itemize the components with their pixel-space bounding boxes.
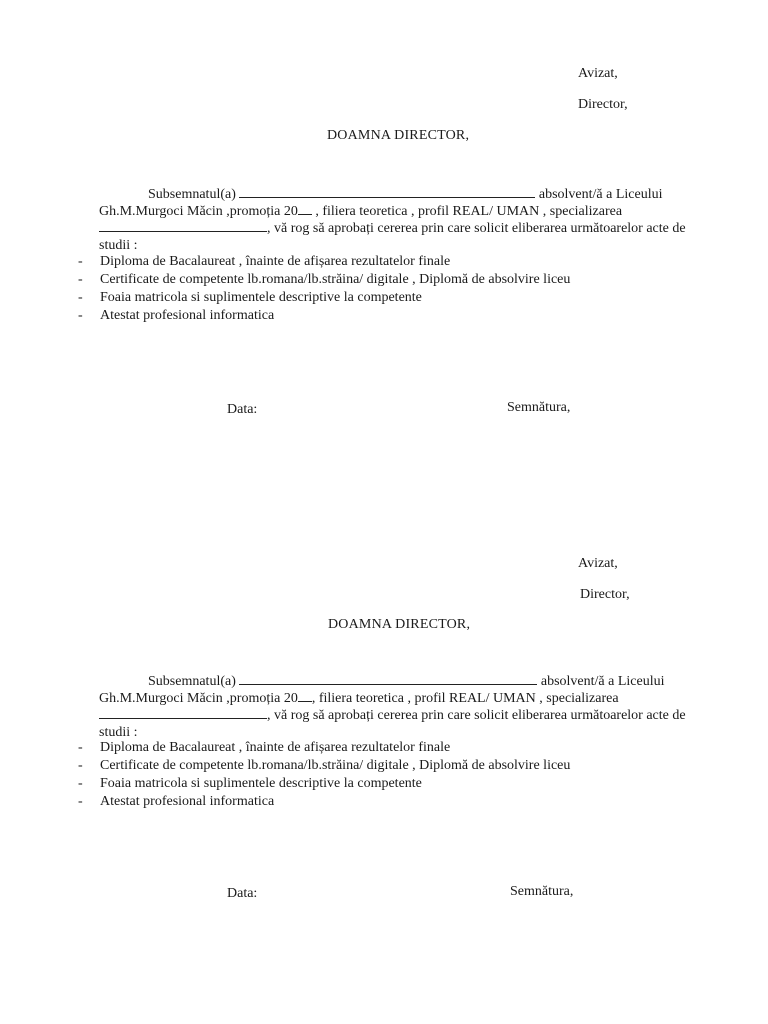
list-item: Certificate de competente lb.romana/lb.străina/ digitale , Diplomă de absolvire liceu <box>100 758 571 773</box>
body-line-3 <box>99 220 686 237</box>
list-bullet: - <box>78 776 83 791</box>
name-blank-field[interactable] <box>239 186 535 198</box>
avizat-label: Avizat, <box>578 556 618 571</box>
list-item: Diploma de Bacalaureat , înainte de afișarea rezultatelor finale <box>100 254 451 269</box>
list-item: Foaia matricola si suplimentele descriptive la competente <box>100 776 422 791</box>
list-bullet: - <box>78 254 83 269</box>
name-blank-field[interactable] <box>239 673 537 685</box>
list-item: Foaia matricola si suplimentele descriptive la competente <box>100 290 422 305</box>
studii-label: studii : <box>99 725 138 740</box>
date-label: Data: <box>227 402 258 417</box>
filiera-label: , filiera teoretica , profil REAL/ UMAN , specializarea <box>311 204 623 219</box>
request-form-2 <box>0 490 768 980</box>
list-bullet: - <box>78 308 83 323</box>
body-line-2 <box>99 203 622 220</box>
body-line-1 <box>148 673 665 690</box>
body-line-1 <box>148 186 663 203</box>
specialization-blank-field[interactable] <box>99 220 267 232</box>
specialization-blank-field[interactable] <box>99 707 267 719</box>
subsemnatul-label: Subsemnatul(a) <box>148 187 236 202</box>
signature-label: Semnătura, <box>507 400 571 415</box>
list-item: Diploma de Bacalaureat , înainte de afișarea rezultatelor finale <box>100 740 451 755</box>
absolvent-label: absolvent/ă a Liceului <box>540 674 665 689</box>
signature-label: Semnătura, <box>510 884 574 899</box>
studii-label: studii : <box>99 238 138 253</box>
avizat-label: Avizat, <box>578 66 618 81</box>
list-bullet: - <box>78 272 83 287</box>
list-item: Certificate de competente lb.romana/lb.străina/ digitale , Diplomă de absolvire liceu <box>100 272 571 287</box>
list-item: Atestat profesional informatica <box>100 308 275 323</box>
date-label: Data: <box>227 886 258 901</box>
absolvent-label: absolvent/ă a Liceului <box>538 187 663 202</box>
promotia-label: Gh.M.Murgoci Măcin ,promoția 20 <box>99 204 298 219</box>
director-label: Director, <box>580 587 630 602</box>
body-line-2 <box>99 690 619 707</box>
promotia-label: Gh.M.Murgoci Măcin ,promoția 20 <box>99 691 298 706</box>
year-blank-field[interactable] <box>298 205 312 215</box>
form-title: DOAMNA DIRECTOR, <box>328 617 471 632</box>
body-line-3 <box>99 707 686 724</box>
request-form-1 <box>0 0 768 490</box>
list-bullet: - <box>78 290 83 305</box>
year-blank-field[interactable] <box>298 692 312 702</box>
form-title: DOAMNA DIRECTOR, <box>327 128 470 143</box>
list-item: Atestat profesional informatica <box>100 794 275 809</box>
director-label: Director, <box>578 97 628 112</box>
list-bullet: - <box>78 758 83 773</box>
list-bullet: - <box>78 740 83 755</box>
filiera-label: , filiera teoretica , profil REAL/ UMAN , specializarea <box>311 691 619 706</box>
subsemnatul-label: Subsemnatul(a) <box>148 674 236 689</box>
list-bullet: - <box>78 794 83 809</box>
request-text: , vă rog să aprobați cererea prin care solicit eliberarea următoarelor acte de <box>267 708 686 723</box>
request-text: , vă rog să aprobați cererea prin care solicit eliberarea următoarelor acte de <box>267 221 686 236</box>
